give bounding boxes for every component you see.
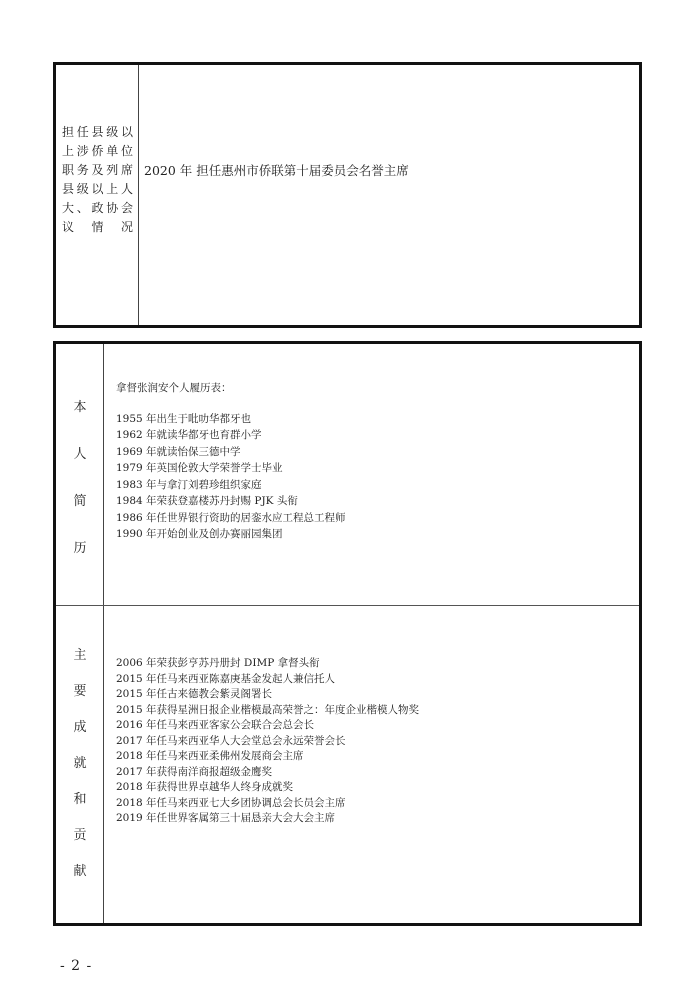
resume-table xyxy=(53,341,642,926)
achievement-item: 2015 年任马来西亚陈嘉庚基金发起人兼信托人 xyxy=(116,672,336,685)
bio-label-char: 历 xyxy=(73,541,87,556)
ach-label-char: 贡 xyxy=(73,828,87,843)
ach-label-char: 和 xyxy=(73,792,87,807)
bio-label-char: 简 xyxy=(73,494,87,509)
achievements-section xyxy=(116,656,419,827)
bio-section xyxy=(116,380,346,543)
achievement-item: 2018 年任马来西亚七大乡团协调总会长员会主席 xyxy=(116,796,346,809)
bio-label-char: 人 xyxy=(73,447,87,462)
ach-label-char: 成 xyxy=(73,720,87,735)
bio-item: 1983 年与拿汀刘碧珍组织家庭 xyxy=(116,478,262,491)
bio-label-char: 本 xyxy=(73,400,87,415)
row-divider xyxy=(56,605,639,606)
bio-item: 1969 年就读怡保三德中学 xyxy=(116,445,241,458)
bio-label xyxy=(56,396,104,556)
bio-item: 1990 年开始创业及创办赛丽园集团 xyxy=(116,528,283,540)
ach-label-char: 献 xyxy=(73,864,87,879)
achievements-label xyxy=(56,644,104,879)
ach-label-char: 主 xyxy=(73,648,87,663)
participation-table xyxy=(53,62,642,328)
achievement-item: 2015 年任古来德教会紫灵阁署长 xyxy=(116,688,273,700)
participation-content: 2020 年 担任惠州市侨联第十届委员会名誉主席 xyxy=(144,163,409,178)
bio-item: 1986 年任世界银行资助的居銮水应工程总工程师 xyxy=(116,511,346,524)
participation-label-cell xyxy=(56,65,139,325)
label-column xyxy=(56,344,104,923)
achievement-item: 2016 年任马来西亚客家公会联合会总会长 xyxy=(116,719,315,731)
achievement-item: 2018 年获得世界卓越华人终身成就奖 xyxy=(116,781,294,793)
participation-label: 担任县级以上涉侨单位职务及列席县级以上人大、政协会议情况 xyxy=(62,125,134,234)
ach-label-char: 要 xyxy=(73,684,87,699)
achievement-item: 2019 年任世界客属第三十届恳亲大会大会主席 xyxy=(116,812,336,824)
achievement-item: 2017 年任马来西亚华人大会堂总会永远荣誉会长 xyxy=(116,734,346,747)
achievement-item: 2018 年任马来西亚柔佛州发展商会主席 xyxy=(116,750,304,762)
achievement-item: 2017 年获得南洋商报超级金鹰奖 xyxy=(116,765,273,778)
bio-item: 1962 年就读华都牙也育群小学 xyxy=(116,429,262,441)
bio-item: 1979 年英国伦敦大学荣誉学士毕业 xyxy=(116,462,283,474)
page-number: - 2 - xyxy=(60,958,93,974)
ach-label-char: 就 xyxy=(73,756,87,771)
achievement-item: 2006 年荣获彭亨苏丹册封 DIMP 拿督头衔 xyxy=(116,657,320,669)
bio-intro: 拿督张润安个人履历表： xyxy=(116,382,232,394)
bio-item: 1955 年出生于吡叻华都牙也 xyxy=(116,412,252,425)
achievement-item: 2015 年获得星洲日报企业楷模最高荣誉之：年度企业楷模人物奖 xyxy=(116,703,420,716)
bio-item: 1984 年荣获登嘉楼苏丹封赐 PJK 头衔 xyxy=(116,495,298,507)
